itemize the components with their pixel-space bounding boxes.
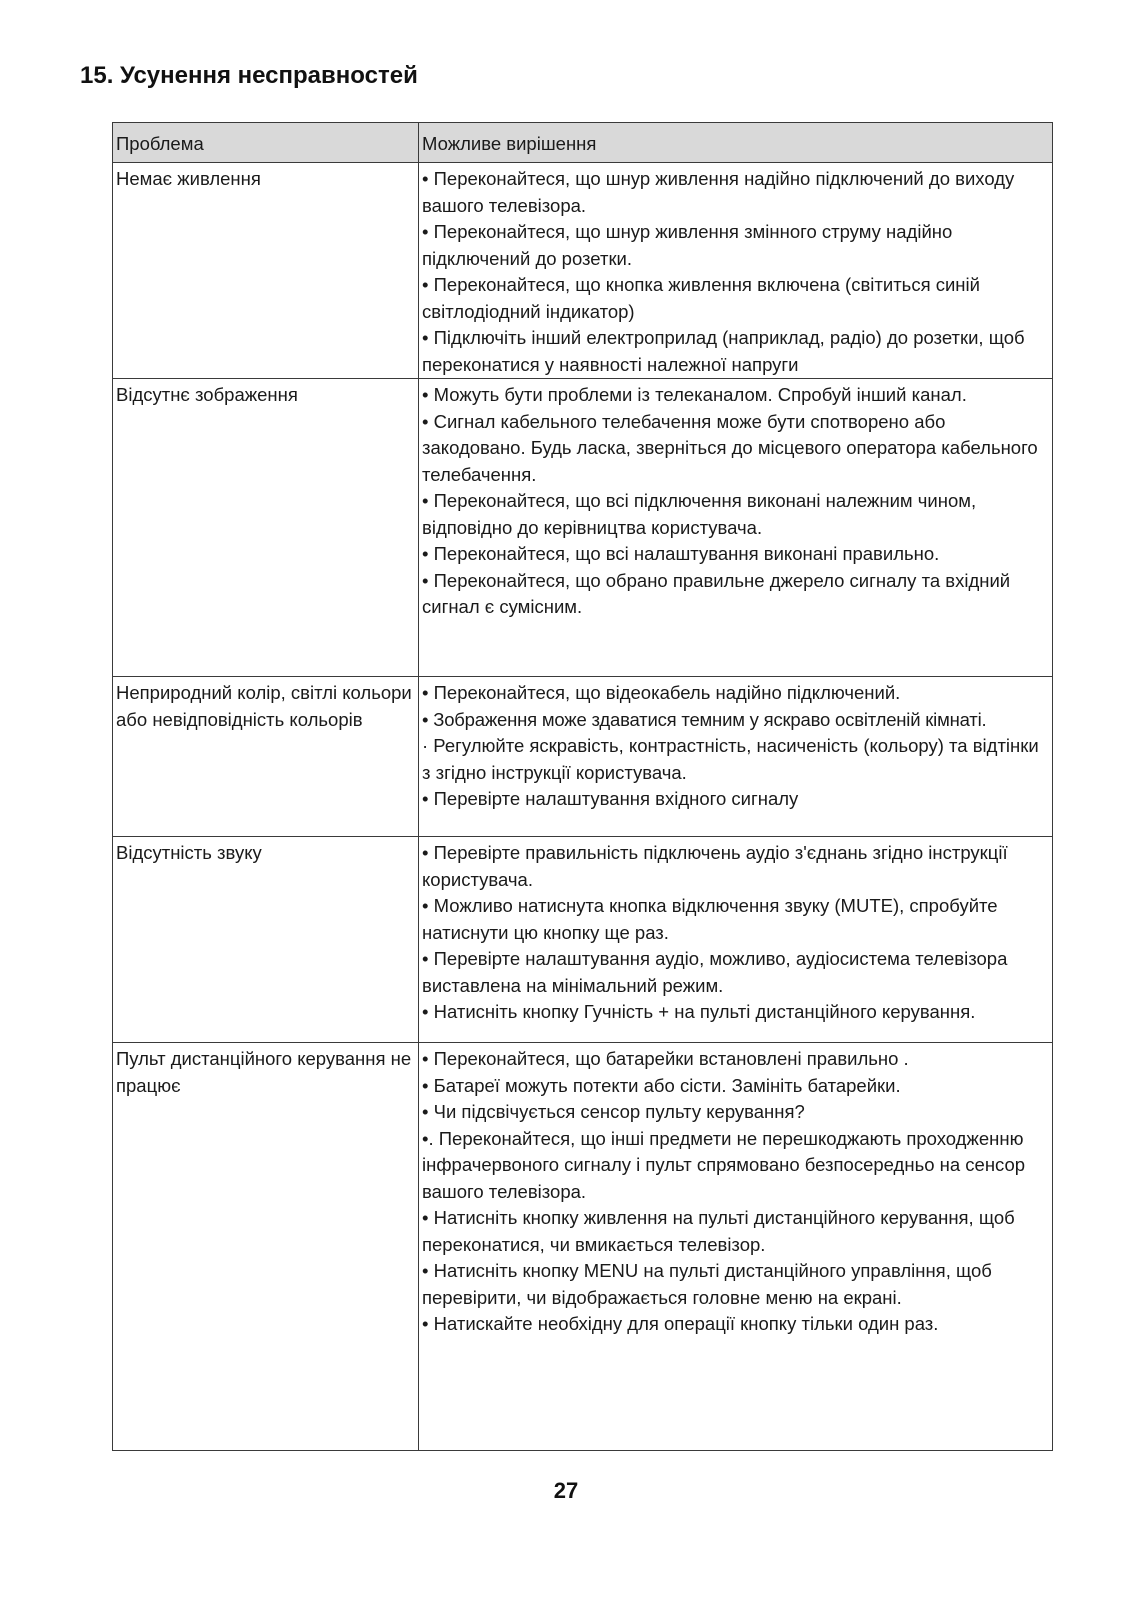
solution-item: • Переконайтеся, що кнопка живлення включена (світиться синій світлодіодний індикатор) bbox=[422, 274, 980, 322]
solution-item: • Переконайтеся, що шнур живлення змінного струму надійно підключений до розетки. bbox=[422, 221, 953, 269]
solution-item: • Перевірте правильність підключень аудіо з'єднань згідно інструкції користувача. bbox=[422, 842, 1008, 890]
solution-item: • Перевірте налаштування вхідного сигналу bbox=[422, 788, 799, 809]
solution-item: • Натисніть кнопку MENU на пульті дистанційного управління, щоб перевірити, чи відображається головне меню на екрані. bbox=[422, 1260, 992, 1308]
page-title: 15. Усунення несправностей bbox=[80, 62, 418, 89]
solution-item: • Натискайте необхідну для операції кнопку тільки один раз. bbox=[422, 1313, 939, 1334]
solution-item: • Перевірте налаштування аудіо, можливо, аудіосистема телевізора виставлена на мінімальний режим. bbox=[422, 948, 1008, 996]
solution-cell bbox=[419, 379, 1053, 677]
solution-item: • Чи підсвічується сенсор пульту керування? bbox=[422, 1101, 805, 1122]
table-row bbox=[113, 1043, 1053, 1451]
solution-item: • Переконайтеся, що всі підключення виконані належним чином, відповідно до керівництва користувача. bbox=[422, 490, 977, 538]
problem-cell: Відсутність звуку bbox=[113, 837, 419, 1043]
solution-item: • Переконайтеся, що шнур живлення надійно підключений до виходу вашого телевізора. bbox=[422, 168, 1015, 216]
table-row bbox=[113, 677, 1053, 837]
problem-cell: Неприродний колір, світлі кольори або невідповідність кольорів bbox=[113, 677, 419, 837]
problem-cell: Пульт дистанційного керування не працює bbox=[113, 1043, 419, 1451]
header-solution: Можливе вирішення bbox=[419, 123, 1053, 163]
solution-item: • Підключіть інший електроприлад (наприклад, радіо) до розетки, щоб переконатися у наявності належної напруги bbox=[422, 327, 1025, 375]
solution-item: •. Переконайтеся, що інші предмети не перешкоджають проходженню інфрачервоного сигналу і пульт спрямовано безпосередньо на сенсор вашого телевізора. bbox=[422, 1127, 1026, 1202]
problem-cell: Немає живлення bbox=[113, 163, 419, 379]
solution-item: • Переконайтеся, що батарейки встановлені правильно . bbox=[422, 1048, 909, 1069]
solution-cell bbox=[419, 163, 1053, 379]
solution-item: • Зображення може здаватися темним у яскраво освітленій кімнаті. bbox=[422, 708, 987, 730]
solution-cell bbox=[419, 1043, 1053, 1451]
solution-item: • Можуть бути проблеми із телеканалом. Спробуй інший канал. bbox=[422, 384, 967, 405]
table-row bbox=[113, 837, 1053, 1043]
table-header-row bbox=[113, 123, 1053, 163]
solution-cell bbox=[419, 837, 1053, 1043]
troubleshooting-table bbox=[112, 122, 1053, 1451]
solution-item: • Батареї можуть потекти або сісти. Замініть батарейки. bbox=[422, 1074, 901, 1096]
solution-cell bbox=[419, 677, 1053, 837]
header-problem: Проблема bbox=[113, 123, 419, 163]
solution-item: • Можливо натиснута кнопка відключення звуку (MUTE), спробуйте натиснути цю кнопку ще раз. bbox=[422, 895, 998, 943]
problem-cell: Відсутнє зображення bbox=[113, 379, 419, 677]
solution-item: • Переконайтеся, що відеокабель надійно підключений. bbox=[422, 682, 901, 703]
solution-item: • Переконайтеся, що обрано правильне джерело сигналу та вхідний сигнал є сумісним. bbox=[422, 569, 1011, 617]
page-number: 27 bbox=[553, 1478, 579, 1503]
solution-item: • Натисніть кнопку живлення на пульті дистанційного керування, щоб переконатися, чи вмикається телевізор. bbox=[422, 1207, 1015, 1255]
solution-item: • Сигнал кабельного телебачення може бути спотворено або закодовано. Будь ласка, зверніться до місцевого оператора кабельного телебачення. bbox=[422, 410, 1038, 485]
solution-item: • Переконайтеся, що всі налаштування виконані правильно. bbox=[422, 543, 940, 564]
table-row bbox=[113, 379, 1053, 677]
solution-item: • Натисніть кнопку Гучність + на пульті дистанційного керування. bbox=[422, 1001, 976, 1022]
solution-item: · Регулюйте яскравість, контрастність, насиченість (кольору) та відтінки з згідно інструкції користувача. bbox=[422, 735, 1039, 783]
table-row bbox=[113, 163, 1053, 379]
